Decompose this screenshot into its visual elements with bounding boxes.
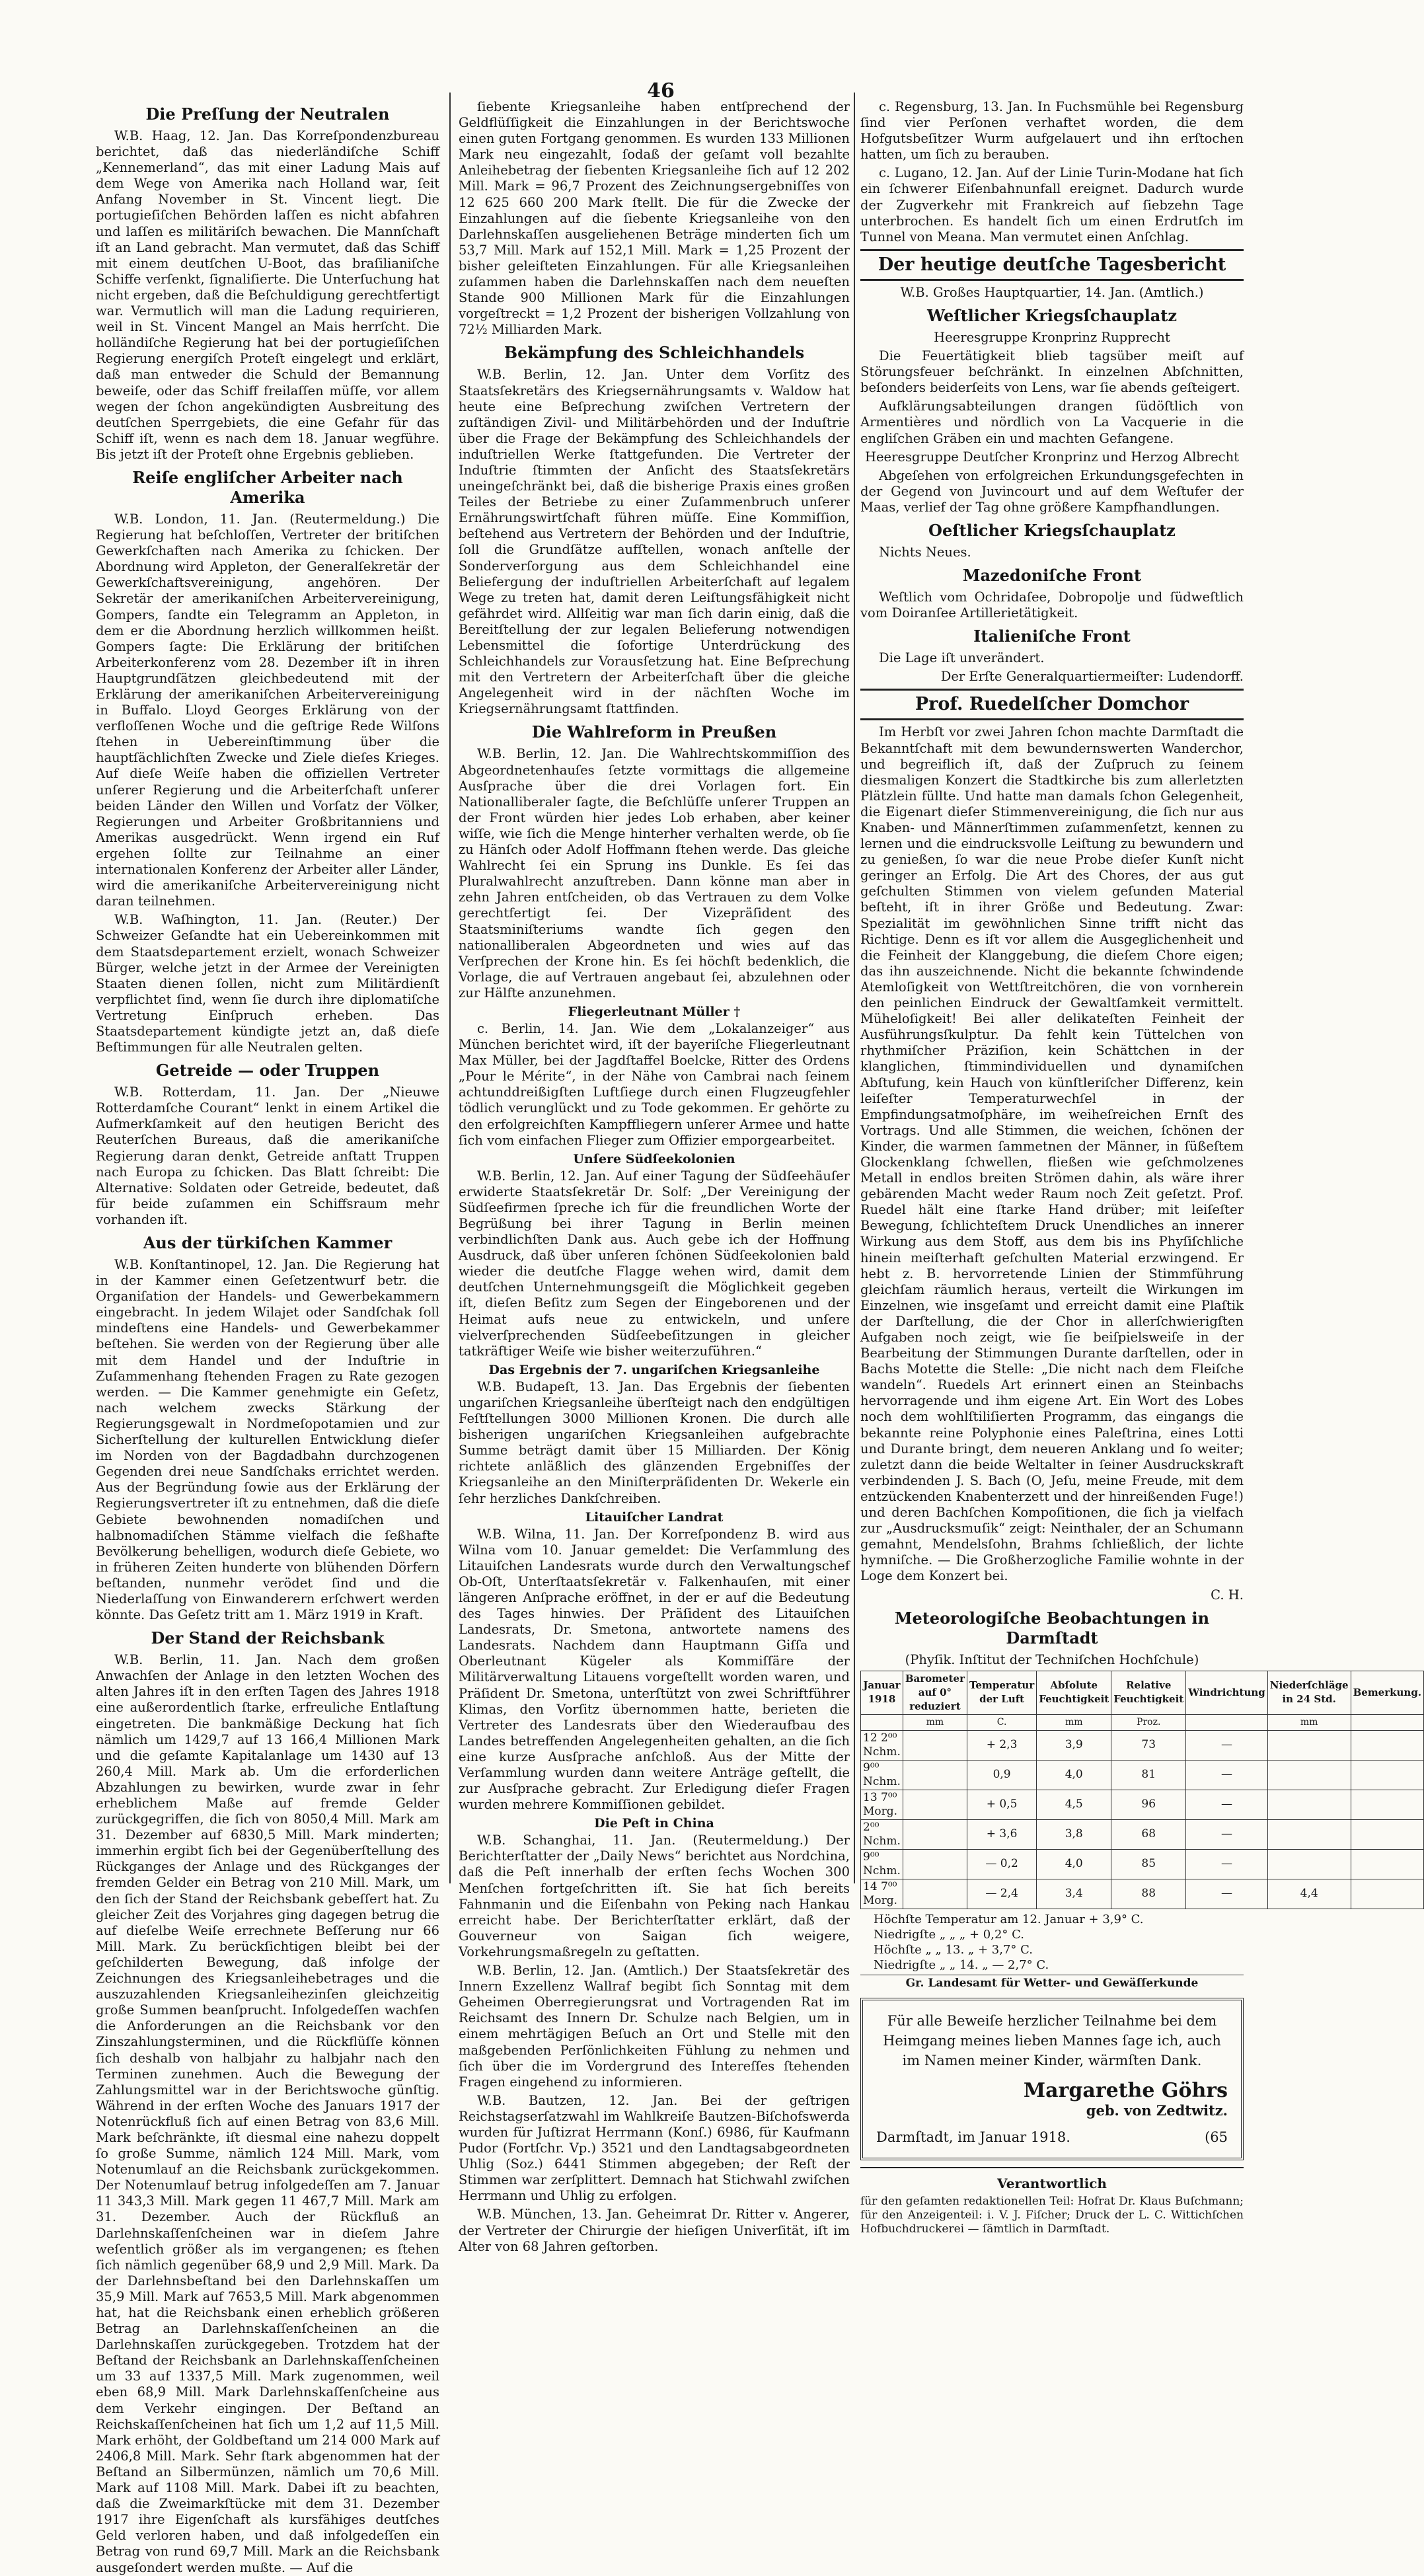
weather-column-header: Abſolute Feuchtigkeit [1037, 1671, 1111, 1714]
column-3 [860, 99, 1422, 2236]
weather-cell: 85 [1111, 1849, 1186, 1879]
weather-cell: 4,5 [1037, 1790, 1111, 1819]
article-paragraph: W.B. London, 11. Jan. (Reutermeldung.) Die Regierung hat beſchloſſen, Vertreter der britiſchen Gewerkſchaften nach Amerika zu ſchicken. Der Abordnung wird Appleton, der Generalſekretär der Gewerkſchaftsvereinigung, angehören. Der Sekretär der amerikaniſchen Arbeitervereinigung, Gompers, ſandte ein Telegramm an Appleton, in dem er die Abordnung herzlich willkommen heißt. Gompers ſagte: Die Erklärung der britiſchen Arbeiterkonferenz vom 28. Dezember iſt in ihren Hauptgrundſätzen gleichbedeutend mit der Erklärung der amerikaniſchen Arbeitervereinigung in Buffalo. Lloyd Georges Erklärung von der verfloſſenen Woche und die geſtrige Rede Wilſons ſtehen in Uebereinſtimmung über die hauptſächlichſten Zwecke und Ziele dieſes Krieges. Auf dieſe Weiſe haben die offiziellen Vertreter unſerer Regierung und die Arbeiterſchaft unſerer beiden Länder den Willen und Vorſatz der Völker, Regierungen und Arbeiter Großbritanniens und Amerikas ausgedrückt. Wenn irgend ein Ruf ergehen ſollte zur Teilnahme an einer internationalen Konferenz der Arbeiter aller Länder, wird die amerikaniſche Arbeitervereinigung nicht daran teilnehmen. [96, 511, 439, 909]
weather-column-header: Bemerkung. [1351, 1671, 1423, 1714]
notice-maiden-name: geb. von Zedtwitz. [1086, 2102, 1228, 2119]
subheadline: Unſere Südſeekolonien [573, 1151, 735, 1166]
headline: Bekämpfung des Schleichhandels [504, 343, 805, 363]
article-paragraph: ſiebente Kriegsanleihe haben entſprechend der Geldflüſſigkeit die Einzahlungen in der Berichtswoche einen guten Fortgang genommen. Es wurden 133 Millionen Mark neu eingezahlt, ſodaß der geſamt voll bezahlte Anleihebetrag der ſiebenten Kriegsanleihe ſich auf 12 202 Mill. Mark = 96,7 Prozent des Zeichnungsergebniſſes von 12 625 660 200 Mark ſtellt. Die für die Zwecke der Einzahlungen auf die ſiebente Kriegsanleihe von den Darlehnskaſſen ausgeliehenen Beträge minderten ſich um 53,7 Mill. Mark auf 152,1 Mill. Mark = 1,25 Prozent der bisher geleiſteten Einzahlungen. Für alle Kriegsanleihen zuſammen haben die Darlehnskaſſen nach dem neueſten Stande 900 Millionen Mark für die Einzahlungen vorgeſtreckt = 1,2 Prozent der bisherigen Vollzahlung von 72½ Milliarden Mark. [459, 99, 850, 338]
headline: Mazedoniſche Front [962, 566, 1142, 586]
headline-boxed: Prof. Ruedelſcher Domchor [860, 689, 1244, 720]
subheadline: Die Peſt in China [594, 1816, 714, 1831]
weather-cell [1351, 1849, 1423, 1879]
article-paragraph: Im Herbſt vor zwei Jahren ſchon machte Darmſtadt die Bekanntſchaft mit dem bewundernswerten Wanderchor, und begreiflich iſt, daß der Zuſpruch zu ſeinem diesmaligen Konzert die Stadtkirche bis zum allerletzten Plätzlein füllte. Und hatte man damals ſchon Gelegenheit, die Eigenart dieſer Stimmenvereinigung, die ſich nur aus Knaben- und Männerſtimmen zuſammenſetzt, kennen zu lernen und die eindrucksvolle Leiſtung zu bewundern und zu genießen, ſo war die neue Probe dieſer Kunſt nicht geringer an Erfolg. Die Art des Chores, der aus gut geſchulten Stimmen von vielem geſunden Material beſteht, iſt in ihrer Größe und Bedeutung. Zwar: Spezialität im gewöhnlichen Sinne trifft nicht das Richtige. Denn es iſt vor allem die Ausgeglichenheit und die Feinheit der Klanggebung, die dieſem Chore eigen; das ihn auszeichnende. Nicht die bekannte ſchwindende Atemloſigkeit von Wettſtreitchören, die von vornherein den peinlichen Eindruck der Gewaltſamkeit vermittelt. Müheloſigkeit! Bei aller delikateſten Feinheit der Ausführungsſkulptur. Da fehlt kein Tüttelchen von rhythmiſcher Präziſion, kein Schättchen in der klanglichen, ſtimmindividuellen und dynamiſchen Abſtufung, kein Hauch von künſtleriſcher Differenz, kein leiſeſter Temperaturwechſel in der Empfindungsatmoſphäre, im weiheſreichen Ernſt des Vortrags. Und alle Stimmen, die weichen, ſchönen der Kinder, die warmen ſammetnen der Männer, in ſüßeſtem Glockenklang ſchwellen, fließen wie geſchmolzenes Metall in endlos breiten Strömen dahin, als wäre ihrer gebärenden Macht weder Raum noch Zeit geſetzt. Prof. Ruedel hält eine ſtarke Hand drüber; mit leiſeſter Bewegung, ſchlichteſtem Druck Unendliches an innerer Wirkung aus dem Stoff, aus dem bis ins Phyſiſchliche hinein meiſterhaft geſchulten Material erzwingend. Er hebt z. B. hervorretende Linien der Stimmführung gleichſam räumlich heraus, verteilt die Wirkungen im Einzelnen, wie insgeſamt und erreicht damit eine Plaſtik der Darſtellung, die der Chor in allerſchwierigſten Aufgaben noch zeigt, wie ſie beiſpielsweiſe in der Bearbeitung der Stimmungen Durante darſtellen, oder in Bachs Motette die Stelle: „Die nicht nach dem Fleiſche wandeln“. Ruedels Art erinnert einen an Steinbachs hervorragende und ihm eigene Art. Ein Wort des Lobes noch dem wohlſtiliſierten Programm, das eingangs die bekannte reine Polyphonie eines Paleſtrina, eines Lotti und Durante bringt, dem neueren Anklang und ſo weiter; zuletzt dann die beide Weltalter in ſeiner Ausdruckskraft verbindenden J. S. Bach (O, Jeſu, meine Freude, mit dem entzückenden Knabenterzett und der hinreißenden Fuge!) und deren Bachſchen Kompoſitionen, die ſich ja vielfach zur „Ausdrucksmuſik“ zeigt: Neinthaler, der an Schumann gemahnt, Mendelsſohn, Brahms ſchließlich, der lichte hymniſche. — Die Großherzogliche Familie wohnte in der Loge dem Konzert bei. [860, 724, 1244, 1584]
article-paragraph: c. Lugano, 12. Jan. Auf der Linie Turin-Modane hat ſich ein ſchwerer Eiſenbahnunfall ereignet. Dadurch wurde der Zugverkehr mit Frankreich auf ſiebzehn Tage unterbrochen. Es handelt ſich um einen Erdrutſch im Tunnel von Meana. Man vermutet einen Anſchlag. [860, 165, 1244, 245]
article-paragraph: c. Berlin, 14. Jan. Wie dem „Lokalanzeiger“ aus München berichtet wird, iſt der bayeriſche Fliegerleutnant Max Müller, bei der Jagdſtaffel Boelcke, Ritter des Ordens „Pour le Mérite“, in der Nähe von Cambrai nach ſeinem achtunddreißigſten Luftſiege durch einen Flugzeugfehler tödlich verunglückt und zu Tode gekommen. Er gehörte zu den erfolgreichſten Kampffliegern unſerer Armee und hatte ſich vom einfachen Flieger zum Offizier emporgearbeitet. [459, 1020, 850, 1148]
page-number: 46 [647, 79, 675, 102]
centered-line: (Phyſik. Inſtitut der Techniſchen Hochſchule) [905, 1651, 1199, 1667]
weather-summary-line: Höchſte Temperatur am 12. Januar + 3,9° C. [874, 1912, 1144, 1926]
article-paragraph: W.B. Berlin, 12. Jan. (Amtlich.) Der Staatsſekretär des Innern Exzellenz Wallraf begibt ſich Sonntag mit dem Geheimen Oberregierungsrat und Vortragenden Rat im Reichsamt des Innern Dr. Schulze nach Belgien, um in einem mehrtägigen Beſuch an Ort und Stelle mit den maßgebenden Perſönlichkeiten Fühlung zu nehmen und ſich über die im Vordergrund des Intereſſes ſtehenden Fragen eingehend zu informieren. [459, 1963, 850, 2090]
weather-cell [1351, 1730, 1423, 1760]
article-paragraph: W.B. Berlin, 12. Jan. Unter dem Vorſitz des Staatsſekretärs des Kriegsernährungsamts v. Waldow hat heute eine Beſprechung zwiſchen Vertretern der zuſtändigen Zivil- und Militärbehörden und der Induſtrie über die Frage der Bekämpfung des Schleichhandels der induſtriellen Werke ſtattgefunden. Die Vertreter der Induſtrie ſtimmten der Anſicht des Staatsſekretärs uneingeſchränkt bei, daß die bisherige Praxis eines großen Teiles der Betriebe zu einer Zuſammenbruch unſerer Ernährungswirtſchaft führen müſſe. Eine Kommiſſion, beſtehend aus Vertretern der Behörden und der Induſtrie, ſoll die Grundſätze aufſtellen, wonach anſtelle der Sonderverſorgung aus dem Schleichhandel eine Beliefergung der induſtriellen Arbeiterſchaft auf legalem Wege zu treten hat, damit deren Leiſtungsfähigkeit nicht gefährdet wird. Allſeitig war man ſich darin einig, daß die Bereitſtellung der zur legalen Belieferung notwendigen Lebensmittel die ſofortige Unterdrückung des Schleichhandels zur Vorausſetzung hat. Eine Beſprechung mit den Vertretern der Arbeiterſchaft über die gleiche Angelegenheit wird in der nächſten Woche im Kriegsernährungsamt ſtattfinden. [459, 367, 850, 717]
weather-cell [903, 1849, 967, 1879]
weather-cell: 3,9 [1037, 1730, 1111, 1760]
weather-cell: 81 [1111, 1760, 1186, 1790]
subheadline: Das Ergebnis der 7. ungariſchen Kriegsanleihe [488, 1362, 820, 1377]
article-paragraph: W.B. Haag, 12. Jan. Das Korreſpondenzbureau berichtet, daß das niederländiſche Schiff „Kennemerland“, das mit einer Ladung Mais auf dem Wege von Amerika nach Holland war, ſeit Anfang November in St. Vincent liegt. Die portugieſiſchen Behörden laſſen es nicht abfahren und laſſen es militäriſch bewachen. Die Mannſchaft iſt an Land gebracht. Man vermutet, daß das Schiff mit einem deutſchen U-Boot, das braſilianiſche Schiffe verſenkt, ſignaliſierte. Die Unterſuchung hat nicht ergeben, daß die Beſchuldigung gerechtfertigt war. Vermutlich will man die Ladung requirieren, weil in St. Vincent Mangel an Mais herrſcht. Die holländiſche Regierung hat bei der portugieſiſchen Regierung energiſch Proteſt eingelegt und erklärt, daß man entweder die Schuld der Bemannung beweiſe, oder das Schiff freilaſſen müſſe, vor allem wegen der ſchon angekündigten Ausbreitung des deutſchen Sperrgebiets, die eine Gefahr für das Schiff iſt, wenn es nach dem 18. Januar wegführe. Bis jetzt iſt der Proteſt ohne Ergebnis geblieben. [96, 128, 439, 462]
weather-row [861, 1730, 1424, 1760]
weather-cell [1267, 1790, 1351, 1819]
weather-row [861, 1760, 1424, 1790]
weather-cell: — [1186, 1730, 1268, 1760]
weather-cell [1267, 1760, 1351, 1790]
column-1 [96, 99, 439, 2575]
article-paragraph: W.B. Rotterdam, 11. Jan. Der „Nieuwe Rotterdamſche Courant“ lenkt in einem Artikel die Aufmerkſamkeit auf den heutigen Bericht des Reuterſchen Bureaus, daß die amerikaniſche Regierung daran denkt, Getreide anſtatt Truppen nach Europa zu ſchicken. Das Blatt ſchreibt: Die Alternative: Soldaten oder Getreide, bedeutet, daß für beide zuſammen ein Schiffsraum mehr vorhanden iſt. [96, 1084, 439, 1227]
notice-ref: (65 [1205, 2129, 1228, 2145]
weather-cell: + 2,3 [967, 1730, 1036, 1760]
weather-cell [903, 1790, 967, 1819]
article-paragraph: c. Regensburg, 13. Jan. In Fuchsmühle bei Regensburg ſind vier Perſonen verhaftet worden, die dem Hofgutsbeſitzer Wurm aufgelauert und ihn erſtochen hatten, um ſich zu berauben. [860, 99, 1244, 163]
article-paragraph: W.B. Konſtantinopel, 12. Jan. Die Regierung hat in der Kammer einen Geſetzentwurf betr. die Organiſation der Handels- und Gewerbekammern eingebracht. In jedem Wilajet oder Sandſchak ſoll mindeſtens eine Handels- und Gewerbekammer beſtehen. Sie werden von der Regierung über alle mit dem Handel und der Induſtrie in Zuſammenhang ſtehenden Fragen zu Rate gezogen werden. — Die Kammer genehmigte ein Geſetz, nach welchem zwecks Stärkung der Regierungsgewalt in Nordmeſopotamien und zur Sicherſtellung der kulturellen Entwicklung dieſer im Norden von der Bagdadbahn durchzogenen Gegenden drei neue Sandſchaks errichtet werden. Aus der Begründung ſowie aus der Erklärung der Regierungsvertreter iſt zu entnehmen, daß die dieſe Gebiete bewohnenden nomadiſchen und halbnomadiſchen Stämme vielfach die ſeßhafte Bevölkerung behelligen, wodurch dieſe Gebiete, wo in früheren Zeiten hunderte von blühenden Dörfern beſtanden, nunmehr verödet ſind und die Niederlaſſung von Einwanderern erſchwert werden könnte. Das Geſetz tritt am 1. März 1919 in Kraft. [96, 1257, 439, 1623]
notice-place-date: Darmſtadt, im Januar 1918. [876, 2129, 1070, 2145]
article-paragraph: Weſtlich vom Ochridaſee, Dobropolje und ſüdweſtlich vom Doiranſee Artillerietätigkeit. [860, 589, 1244, 621]
weather-cell: — [1186, 1790, 1268, 1819]
weather-cell: 96 [1111, 1790, 1186, 1819]
column-rule [449, 93, 451, 1883]
weather-cell: 13 7⁰⁰ Morg. [861, 1790, 903, 1819]
weather-cell: — 0,2 [967, 1849, 1036, 1879]
headline: Oeſtlicher Kriegsſchauplatz [928, 520, 1176, 540]
article-paragraph: W.B. Schanghai, 11. Jan. (Reutermeldung.) Der Berichterſtatter der „Daily News“ berichtet aus Nordchina, daß die Peſt innerhalb der erſten ſechs Wochen 300 Menſchen fortgeſchritten iſt. Sie hat ſich bereits Fahnmanin und die Eiſenbahn von Peking nach Hankau erreicht habe. Der Berichterſtatter erklärt, daß der Gouverneur von Saigan ſich weigere, Vorkehrungsmaßregeln zu geſtatten. [459, 1833, 850, 1959]
centered-line: W.B. Großes Hauptquartier, 14. Jan. (Amtlich.) [900, 284, 1204, 300]
weather-column-header: Temperatur der Luft [967, 1671, 1036, 1714]
weather-cell: 4,4 [1267, 1879, 1351, 1909]
weather-cell [1351, 1879, 1423, 1909]
weather-table [860, 1671, 1424, 1909]
weather-cell [1267, 1730, 1351, 1760]
centered-line: Heeresgruppe Kronprinz Rupprecht [934, 329, 1170, 345]
weather-cell: 73 [1111, 1730, 1186, 1760]
headline: Italieniſche Front [973, 626, 1131, 646]
weather-unit [861, 1714, 903, 1730]
weather-cell [1351, 1790, 1423, 1819]
weather-cell: 3,8 [1037, 1819, 1111, 1849]
weather-cell: 88 [1111, 1879, 1186, 1909]
weather-summary [860, 1909, 1244, 1973]
weather-cell [903, 1879, 967, 1909]
weather-source: Gr. Landesamt für Wetter- und Gewäſſerkunde [860, 1975, 1244, 1991]
centered-line: Heeresgruppe Deutſcher Kronprinz und Herzog Albrecht [865, 449, 1239, 465]
weather-row [861, 1790, 1424, 1819]
weather-unit: mm [903, 1714, 967, 1730]
weather-cell: 9⁰⁰ Nchm. [861, 1760, 903, 1790]
weather-row [861, 1819, 1424, 1849]
subheadline: Fliegerleutnant Müller † [568, 1004, 741, 1019]
weather-unit: C. [967, 1714, 1036, 1730]
weather-unit: mm [1037, 1714, 1111, 1730]
headline: Weſtlicher Kriegsſchauplatz [927, 305, 1177, 325]
article-paragraph: W.B. Bautzen, 12. Jan. Bei der geſtrigen Reichstagserſatzwahl im Wahlkreiſe Bautzen-Biſchofswerda wurden für Juſtizrat Herrmann (Konſ.) 6986, für Kaufmann Pudor (Fortſchr. Vp.) 3521 und den Landtagsabgeordneten Uhlig (Soz.) 6441 Stimmen abgegeben; der Reſt der Stimmen war zerſplittert. Demnach hat Stichwahl zwiſchen Herrmann und Uhlig zu erfolgen. [459, 2092, 850, 2204]
article-paragraph: Nichts Neues. [879, 544, 971, 560]
headline-boxed: Der heutige deutſche Tagesbericht [860, 249, 1244, 281]
article-paragraph: W.B. Wilna, 11. Jan. Der Korreſpondenz B. wird aus Wilna vom 10. Januar gemeldet: Die Verſammlung des Litauiſchen Landesrats wurde durch den Verwaltungschef Ob-Oſt, Unterſtaatsſekretär v. Falkenhauſen, mit einer längeren Anſprache eröffnet, in der er auf die Bedeutung des Tages hinwies. Der Präſident des Litauiſchen Landesrats, Dr. Smetona, antwortete namens des Landesrats. Nachdem dann Hauptmann Giſſa und Oberleutnant Kügeler als Kommiſſäre der Militärverwaltung Litauens vorgeſtellt worden waren, und Präſident Dr. Smetona, unterſtützt von zwei Schriftführer Klimas, den Vorſitz übernommen hatte, berieten die Vertreter des Landesrats über den Wiederaufbau des Landes betreffenden Angelegenheiten gehalten, an die ſich eine kurze Ausſprache anſchloß. Aus der Mitte der Verſammlung wurden dann weitere Anträge geſtellt, die zur Ausſprache gebracht. Zur Erledigung dieſer Fragen wurden mehrere Kommiſſionen gebildet. [459, 1526, 850, 1813]
article-paragraph: W.B. Waſhington, 11. Jan. (Reuter.) Der Schweizer Geſandte hat ein Uebereinkommen mit dem Staatsdepartement erzielt, wonach Schweizer Bürger, welche jetzt in der Armee der Vereinigten Staaten dienen ſollen, nicht zum Militärdienſt verpflichtet ſind, wenn ſie durch ihre diplomatiſche Vertretung Einſpruch erheben. Das Staatsdepartement kündigte jetzt an, daß dieſe Beſtimmungen für alle Neutralen gelten. [96, 912, 439, 1055]
weather-table-header [861, 1671, 1424, 1714]
headline: Reiſe engliſcher Arbeiter nach Amerika [132, 467, 403, 507]
imprint-text: für den geſamten redaktionellen Teil: Hofrat Dr. Klaus Buſchmann; für den Anzeigenteil: i. V. J. Fiſcher; Druck der L. C. Wittichſchen Hofbuchdruckerei — ſämtlich in Darmſtadt. [860, 2194, 1244, 2236]
headline: Meteorologiſche Beobachtungen in Darmſtadt [894, 1608, 1210, 1648]
weather-unit: mm [1267, 1714, 1351, 1730]
subheadline: Litauiſcher Landrat [585, 1509, 724, 1525]
weather-column-header: Barometer auf 0° reduziert [903, 1671, 967, 1714]
weather-cell [1351, 1819, 1423, 1849]
weather-cell [903, 1819, 967, 1849]
notice-name: Margarethe Göhrs [1023, 2078, 1228, 2102]
notice-text: Für alle Beweiſe herzlicher Teilnahme bei dem Heimgang meines lieben Mannes ſage ich, auch im Namen meiner Kinder, wärmſten Dank. [883, 2012, 1221, 2068]
headline: Aus der türkiſchen Kammer [143, 1233, 393, 1252]
weather-cell: 4,0 [1037, 1760, 1111, 1790]
weather-unit [1186, 1714, 1268, 1730]
weather-unit [1351, 1714, 1423, 1730]
article-paragraph: W.B. Budapeſt, 13. Jan. Das Ergebnis der ſiebenten ungariſchen Kriegsanleihe überſteigt nach den endgültigen Feſtſtellungen 3000 Millionen Kronen. Die durch alle bisherigen ungariſchen Kriegsanleihen aufgebrachte Summe beträgt damit über 15 Milliarden. Der König richtete anläßlich des glänzenden Ergebniſſes der Kriegsanleihe an den Miniſterpräſidenten Dr. Wekerle ein ſehr herzliches Dankſchreiben. [459, 1379, 850, 1506]
weather-cell: — [1186, 1819, 1268, 1849]
weather-cell [903, 1760, 967, 1790]
headline: Der Stand der Reichsbank [151, 1628, 385, 1648]
article-paragraph: Die Feuertätigkeit blieb tagsüber meiſt auf Störungsfeuer beſchränkt. In einzelnen Abſchnitten, beſonders beiderſeits von Lens, war ſie abends geſteigert. [860, 348, 1244, 396]
article-paragraph: W.B. Berlin, 11. Jan. Nach dem großen Anwachſen der Anlage in den letzten Wochen des alten Jahres iſt in den erſten Tagen des Jahres 1918 eine außerordentlich ſtarke, erfreuliche Entlaſtung eingetreten. Die bankmäßige Deckung hat ſich nämlich um 1429,7 auf 13 166,4 Millionen Mark und die geſamte Kapitalanlage um 1430 auf 13 260,4 Mill. Mark ab. Um die erforderlichen Abzahlungen zu bewirken, wurde zwar in ſehr erheblichem Maße auf fremde Gelder zurückgegriffen, die ſich von 8050,4 Mill. Mark am 31. Dezember auf 6830,5 Mill. Mark minderten; immerhin ergibt ſich bei der Gegenüberſtellung des Rückganges der Anlage und des Rückganges der fremden Gelder ein Betrag von 210 Mill. Mark, um den ſich der Stand der Reichsbank gebeſſert hat. Zu gleicher Zeit des Vorjahres ging dagegen betrug die auf dieſelbe Weiſe errechnete Beſſerung nur 66 Mill. Mark. Zu berückſichtigen bleibt bei der geſchilderten Bewegung, daß infolge der Zeichnungen des Kriegsanleihebetrages und die auszuzahlenden Kriegsanleihezinſen gleichzeitig große Summen beanſprucht. Infolgedeſſen wachſen die Anforderungen an die Reichsbank vor den Zinszahlungsterminen, und die Rückflüſſe können ſich deshalb von halbjahr zu halbjahr nach den Terminen zunehmen. Auch die Bewegung der Zahlungsmittel war in der Berichtswoche günſtig. Während in der erſten Woche des Januars 1917 der Notenrückfluß ſich auf einen Betrag von 83,6 Mill. Mark beſchränkte, iſt diesmal eine nahezu doppelt ſo große Summe, nämlich 124 Mill. Mark, vom Notenumlauf an die Reichsbank zurückgekommen. Der Notenumlauf betrug infolgedeſſen am 7. Januar 11 343,3 Mill. Mark gegen 11 467,7 Mill. Mark am 31. Dezember. Auch der Rückfluß an Darlehnskaſſenſcheinen war in dieſem Jahre weſentlich größer als im vergangenen; es ſtehen ſich nämlich gegenüber 68,9 und 2,9 Mill. Mark. Da der Darlehnsbeſtand bei den Darlehnskaſſen um 35,9 Mill. Mark auf 7653,5 Mill. Mark abgenommen hat, hat die Reichsbank einen erheblich größeren Betrag an Darlehnskaſſenſcheinen an die Darlehnskaſſen zurückgegeben. Trotzdem hat der Beſtand der Reichsbank an Darlehnskaſſenſcheinen um 33 auf 1337,5 Mill. Mark zugenommen, weil eben 68,9 Mill. Mark Darlehnskaſſenſcheine aus dem Verkehr eingingen. Der Beſtand an Reichskaſſenſcheinen hat ſich um 1,2 auf 11,5 Mill. Mark erhöht, der Goldbeſtand um 214 000 Mark auf 2406,8 Mill. Mark. Sehr ſtark abgenommen hat der Beſtand an Silbermünzen, nämlich um 70,6 Mill. Mark auf 1108 Mill. Mark. Dabei iſt zu beachten, daß die Zweimarkſtücke mit dem 31. Dezember 1917 ihre Eigenſchaft als kursfähiges deutſches Geld verloren haben, und daß infolgedeſſen ein Betrag von rund 69,7 Mill. Mark an die Reichsbank ausgeſondert werden mußte. — Auf die [96, 1652, 439, 2575]
weather-cell: 14 7⁰⁰ Morg. [861, 1879, 903, 1909]
weather-cell: 0,9 [967, 1760, 1036, 1790]
weather-cell: 4,0 [1037, 1849, 1111, 1879]
weather-cell: — [1186, 1760, 1268, 1790]
article-paragraph: W.B. Berlin, 12. Jan. Die Wahlrechtskommiſſion des Abgeordnetenhauſes ſetzte vormittags die allgemeine Ausſprache über die drei Vorlagen fort. Ein Nationalliberaler ſagte, die Beſchlüſſe unſerer Truppen an der Front würden hier jedes Lob erhaben, aber keiner wiſſe, wie ſich die Menge hinterher verhalten werde, ob ſie zu Hänſch oder Adolf Hoffmann ſtehen werde. Das gleiche Wahlrecht ſei ein Sprung ins Dunkle. Es ſei das Pluralwahlrecht anzuſtreben. Dann könne man aber in zehn Jahren entſcheiden, ob das Vertrauen zu dem Volke gerechtfertigt ſei. Der Vizepräſident des Staatsminiſteriums wandte ſich gegen den nationalliberalen Abgeordneten und wies auf das Verſprechen der Krone hin. Es ſei höchſt bedenklich, die Vorlage, die auf Vertrauen angebaut ſei, abzulehnen oder zur Hälfte anzunehmen. [459, 746, 850, 1001]
article-paragraph: Abgeſehen von erfolgreichen Erkundungsgefechten in der Gegend von Juvincourt und auf dem Weſtufer der Maas, verlief der Tag ohne größere Kampfhandlungen. [860, 467, 1244, 515]
column-rule [854, 93, 855, 1883]
article-paragraph: W.B. München, 13. Jan. Geheimrat Dr. Ritter v. Angerer, der Vertreter der Chirurgie der hieſigen Univerſität, iſt im Alter von 68 Jahren geſtorben. [459, 2207, 850, 2254]
weather-column-header: Relative Feuchtigkeit [1111, 1671, 1186, 1714]
headline: Getreide — oder Truppen [155, 1061, 380, 1080]
weather-cell: + 3,6 [967, 1819, 1036, 1849]
weather-summary-line: Niedrigſte „ „ „ + 0,2° C. [874, 1927, 1024, 1942]
weather-cell: 2⁰⁰ Nchm. [861, 1819, 903, 1849]
headline: Die Wahlreform in Preußen [531, 722, 777, 742]
weather-summary-line: Niedrigſte „ „ 14. „ — 2,7° C. [874, 1957, 1049, 1972]
signature-line: C. H. [1211, 1587, 1244, 1603]
weather-row [861, 1879, 1424, 1909]
weather-unit: Proz. [1111, 1714, 1186, 1730]
weather-column-header: Windrichtung [1186, 1671, 1268, 1714]
article-paragraph: Die Lage iſt unverändert. [879, 650, 1045, 666]
weather-cell: — [1186, 1879, 1268, 1909]
weather-row [861, 1849, 1424, 1879]
weather-cell: — [1186, 1849, 1268, 1879]
weather-summary-line: Höchſte „ „ 13. „ + 3,7° C. [874, 1942, 1033, 1957]
weather-column-header: Niederſchläge in 24 Std. [1267, 1671, 1351, 1714]
imprint-title: Verantwortlich [997, 2175, 1107, 2191]
weather-cell: 9⁰⁰ Nchm. [861, 1849, 903, 1879]
weather-cell [903, 1730, 967, 1760]
weather-cell [1267, 1849, 1351, 1879]
weather-cell [1351, 1760, 1423, 1790]
weather-cell: — 2,4 [967, 1879, 1036, 1909]
weather-table-units [861, 1714, 1424, 1730]
article-paragraph: Aufklärungsabteilungen drangen ſüdöſtlich von Armentières und nördlich von La Vacquerie in die engliſchen Gräben ein und machten Gefangene. [860, 398, 1244, 446]
column-2 [459, 99, 850, 2254]
weather-cell [1267, 1819, 1351, 1849]
column-3-body [860, 99, 1244, 1668]
weather-column-header: Januar 1918 [861, 1671, 903, 1714]
weather-cell: + 0,5 [967, 1790, 1036, 1819]
weather-cell: 68 [1111, 1819, 1186, 1849]
separator [860, 2167, 1244, 2168]
weather-cell: 3,4 [1037, 1879, 1111, 1909]
headline: Die Preſſung der Neutralen [145, 104, 390, 124]
article-paragraph: W.B. Berlin, 12. Jan. Auf einer Tagung der Südſeehäuſer erwiderte Staatsſekretär Dr. Solf: „Der Vereinigung der Südſeefirmen ſpreche ich für die freundlichen Worte der Begrüßung bei ihrer Tagung in Berlin meinen verbindlichſten Dank aus. Auch gebe ich der Hoffnung Ausdruck, daß über unſeren ſchönen Südſeekolonien bald wieder die deutſche Flagge wehen wird, damit dem deutſchen Unternehmungsgeiſt die Möglichkeit gegeben iſt, dieſen Beſitz zum Segen der Eingeborenen und der Heimat aufs neue zu entwickeln, und unſere vielverſprechenden Südſeebeſitzungen in gleicher tatkräftiger Weiſe wie bisher weiterzuführen.“ [459, 1168, 850, 1359]
weather-cell: 12 2⁰⁰ Nchm. [861, 1730, 903, 1760]
signature-line: Der Erſte Generalquartiermeiſter: Ludendorff. [940, 669, 1244, 685]
thanks-notice [860, 1998, 1244, 2160]
